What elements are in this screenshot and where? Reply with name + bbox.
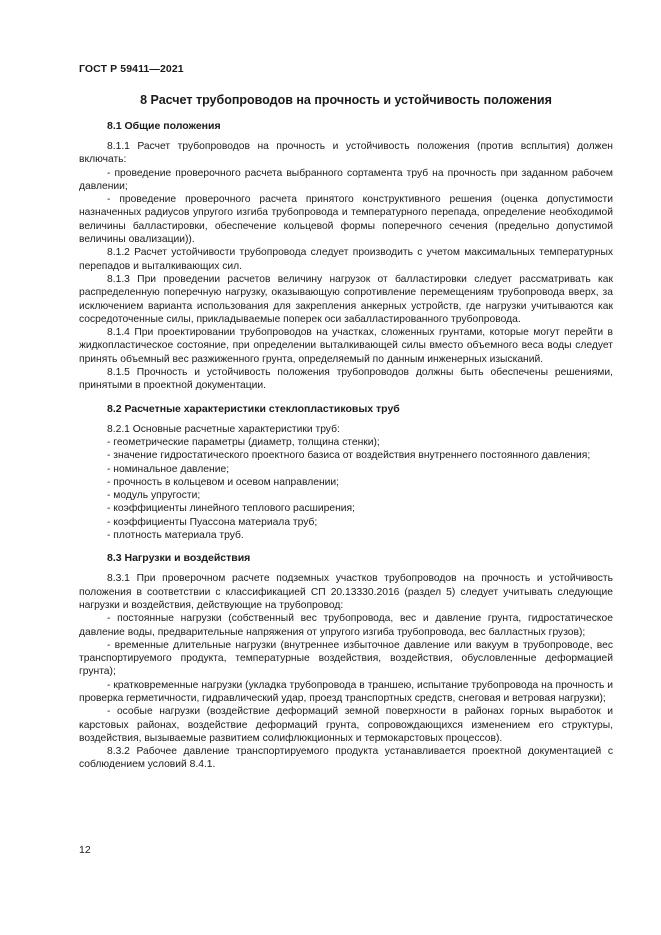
subsection-8-2 <box>79 403 613 543</box>
paragraph: 8.2.1 Основные расчетные характеристики труб: <box>107 423 340 435</box>
subsection-8-1 <box>79 120 613 393</box>
paragraph: - проведение проверочного расчета принятого конструктивного решения (оценка допустимости назначенных радиусов упругого изгиба трубопровода и температурного перепада, определение необходимой величины балластировки, обеспечение кольцевой формы поперечного сечения (предельно допустимой величины овализации)). <box>79 194 613 246</box>
paragraph: 8.1.3 При проведении расчетов величину нагрузок от балластировки следует рассматривать как распределенную поперечную нагрузку, оказывающую сопротивление перемещениям трубопровода вверх, за исключением варианта использования для закрепления анкерных устройств, где нагрузки учитываются как сосредоточенные силы, прикладываемые поперек оси забалластированного трубопровода. <box>79 273 613 325</box>
section-title: 8 Расчет трубопроводов на прочность и устойчивость положения <box>140 93 552 107</box>
list-item: - постоянные нагрузки (собственный вес трубопровода, вес и давление грунта, гидростатическое давление воды, предварительные напряжения от упругого изгиба трубопровода, вес балластных грузов); <box>79 613 613 638</box>
paragraph: 8.1.5 Прочность и устойчивость положения трубопроводов должны быть обеспечены решениями, принятыми в проектной документации. <box>79 367 613 392</box>
list-item: - коэффициенты линейного теплового расширения; <box>107 503 355 515</box>
subsection-title: 8.1 Общие положения <box>107 120 221 132</box>
list-item: - прочность в кольцевом и осевом направлении; <box>107 476 340 488</box>
subsection-title: 8.2 Расчетные характеристики стеклопластиковых труб <box>107 402 400 415</box>
subsection-8-3 <box>79 552 613 771</box>
paragraph: 8.1.1 Расчет трубопроводов на прочность и устойчивость положения (против всплытия) должен включать: <box>79 141 613 166</box>
list-item: - номинальное давление; <box>107 463 230 475</box>
paragraph: - проведение проверочного расчета выбранного сортамента труб на прочность при заданном рабочем давлении; <box>79 167 613 192</box>
paragraph: 8.1.2 Расчет устойчивости трубопровода следует производить с учетом максимальных температурных перепадов и выталкивающих сил. <box>79 247 613 272</box>
list-item: - модуль упругости; <box>107 490 201 502</box>
paragraph: 8.3.1 При проверочном расчете подземных участков трубопроводов на прочность и устойчивость положения в соответствии с классификацией СП 20.13330.2016 (раздел 5) следует учитывать следующие нагрузки и воздействия, действующие на трубопровод: <box>79 573 613 611</box>
list-item: - плотность материала труб. <box>107 530 244 542</box>
list-item: - временные длительные нагрузки (внутреннее избыточное давление или вакуум в трубопроводе, вес транспортируемого продукта, температурные воздействия, воздействия, обусловленные деформацией грунта); <box>79 639 613 678</box>
list-item: - геометрические параметры (диаметр, толщина стенки); <box>107 436 380 448</box>
list-item: - особые нагрузки (воздействие деформаций земной поверхности в районах горных выработок и карстовых районах, воздействие деформаций грунта, сопровождающихся изменением его структуры, воздействия, вызываемые развитием солифлюкционных и термокарстовых процессов). <box>79 706 613 744</box>
document-code: ГОСТ Р 59411—2021 <box>79 63 184 75</box>
list-item: - значение гидростатического проектного базиса от воздействия внутреннего постоянного давления; <box>107 450 591 462</box>
page-number: 12 <box>79 844 91 856</box>
list-item: - коэффициенты Пуассона материала труб; <box>107 516 318 528</box>
subsection-title: 8.3 Нагрузки и воздействия <box>107 552 251 565</box>
paragraph: 8.1.4 При проектировании трубопроводов на участках, сложенных грунтами, которые могут перейти в жидкопластическое состояние, при определении выталкивающей силы вместо объемного веса воды следует принять объемный вес разжиженного грунта, определяемый по данным инженерных изысканий. <box>79 327 613 365</box>
paragraph: 8.3.2 Рабочее давление транспортируемого продукта устанавливается проектной документацией с соблюдением условий 8.4.1. <box>79 746 613 771</box>
list-item: - кратковременные нагрузки (укладка трубопровода в траншею, испытание трубопровода на прочность и проверка герметичности, гидравлический удар, проезд транспортных средств, снеговая и ветровая нагрузки); <box>79 679 613 704</box>
